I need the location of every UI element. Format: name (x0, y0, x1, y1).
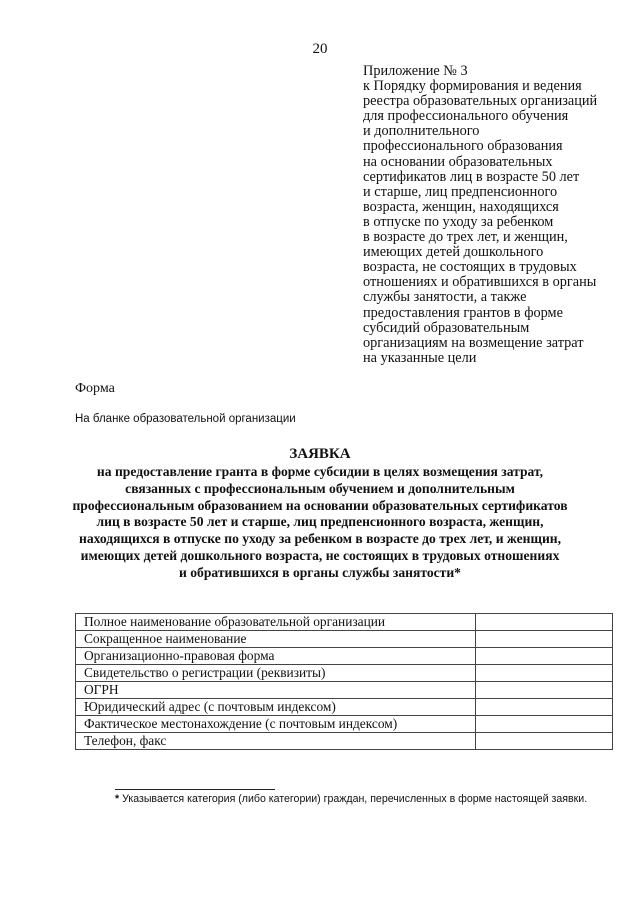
field-value[interactable] (476, 682, 613, 699)
appendix-line: реестра образовательных организаций (363, 93, 598, 110)
appendix-line: профессионального образования (363, 138, 563, 155)
appendix-line: и старше, лиц предпенсионного (363, 183, 558, 200)
appendix-line: Приложение № 3 (363, 63, 468, 79)
appendix-line: возраста, не состоящих в трудовых (363, 259, 577, 276)
field-label: Свидетельство о регистрации (реквизиты) (76, 665, 476, 682)
appendix-line: организациям на возмещение затрат (363, 334, 584, 351)
field-value[interactable] (476, 716, 613, 733)
appendix-line: отношениях и обратившихся в органы (363, 274, 597, 291)
field-value[interactable] (476, 733, 613, 750)
table-row (76, 665, 613, 682)
appendix-line: в возрасте до трех лет, и женщин, (363, 229, 568, 246)
appendix-line: сертификатов лиц в возрасте 50 лет (363, 168, 580, 185)
subtitle-line: профессиональным образованием на основании образовательных сертификатов (72, 497, 568, 513)
footnote-divider (115, 789, 275, 790)
appendix-line: субсидий образовательным (363, 319, 530, 336)
table-row (76, 614, 613, 631)
appendix-line: на указанные цели (363, 349, 477, 366)
letterhead-note: На бланке образовательной организации (75, 413, 296, 425)
subtitle-line: связанных с профессиональным обучением и дополнительным (125, 480, 515, 496)
footnote-text: Указывается категория (либо категории) граждан, перечисленных в форме настоящей заявки. (119, 793, 588, 805)
subtitle-line: на предоставление гранта в форме субсидии в целях возмещения затрат, (96, 464, 544, 479)
form-label: Форма (75, 381, 115, 396)
appendix-header (363, 64, 633, 366)
appendix-line: возраста, женщин, находящихся (363, 198, 559, 215)
field-label: Юридический адрес (с почтовым индексом) (76, 699, 476, 716)
table-row (76, 648, 613, 665)
field-label: Полное наименование образовательной организации (76, 614, 476, 631)
appendix-line: имеющих детей дошкольного (363, 244, 544, 261)
field-label: Организационно-правовая форма (76, 648, 476, 665)
document-subtitle (40, 464, 600, 582)
table-row (76, 699, 613, 716)
table-row (76, 682, 613, 699)
field-value[interactable] (476, 614, 613, 631)
field-label: ОГРН (76, 682, 476, 699)
appendix-line: на основании образовательных (363, 153, 553, 170)
subtitle-line: и обратившихся в органы службы занятости* (179, 564, 461, 580)
field-label: Телефон, факс (76, 733, 476, 750)
subtitle-line: имеющих детей дошкольного возраста, не состоящих в трудовых отношениях (80, 547, 560, 563)
appendix-line: службы занятости, а также (363, 289, 527, 306)
subtitle-line: лиц в возрасте 50 лет и старше, лиц предпенсионного возраста, женщин, (96, 514, 544, 530)
field-value[interactable] (476, 648, 613, 665)
field-value[interactable] (476, 665, 613, 682)
organization-details-table (75, 613, 613, 750)
appendix-line: и дополнительного (363, 123, 480, 140)
appendix-line: к Порядку формирования и ведения (363, 78, 582, 95)
page-number: 20 (312, 41, 328, 57)
subtitle-line: находящихся в отпуске по уходу за ребенком в возрасте до трех лет, и женщин, (78, 531, 562, 547)
field-label: Фактическое местонахождение (с почтовым индексом) (76, 716, 476, 733)
appendix-line: в отпуске по уходу за ребенком (363, 213, 554, 230)
footnote (115, 793, 587, 805)
footnote-marker: * (115, 793, 120, 805)
appendix-line: для профессионального обучения (363, 108, 569, 125)
field-label: Сокращенное наименование (76, 631, 476, 648)
field-value[interactable] (476, 699, 613, 716)
table-row (76, 733, 613, 750)
table-row (76, 631, 613, 648)
appendix-line: предоставления грантов в форме (363, 304, 563, 321)
document-title: ЗАЯВКА (289, 446, 351, 462)
table-row (76, 716, 613, 733)
field-value[interactable] (476, 631, 613, 648)
